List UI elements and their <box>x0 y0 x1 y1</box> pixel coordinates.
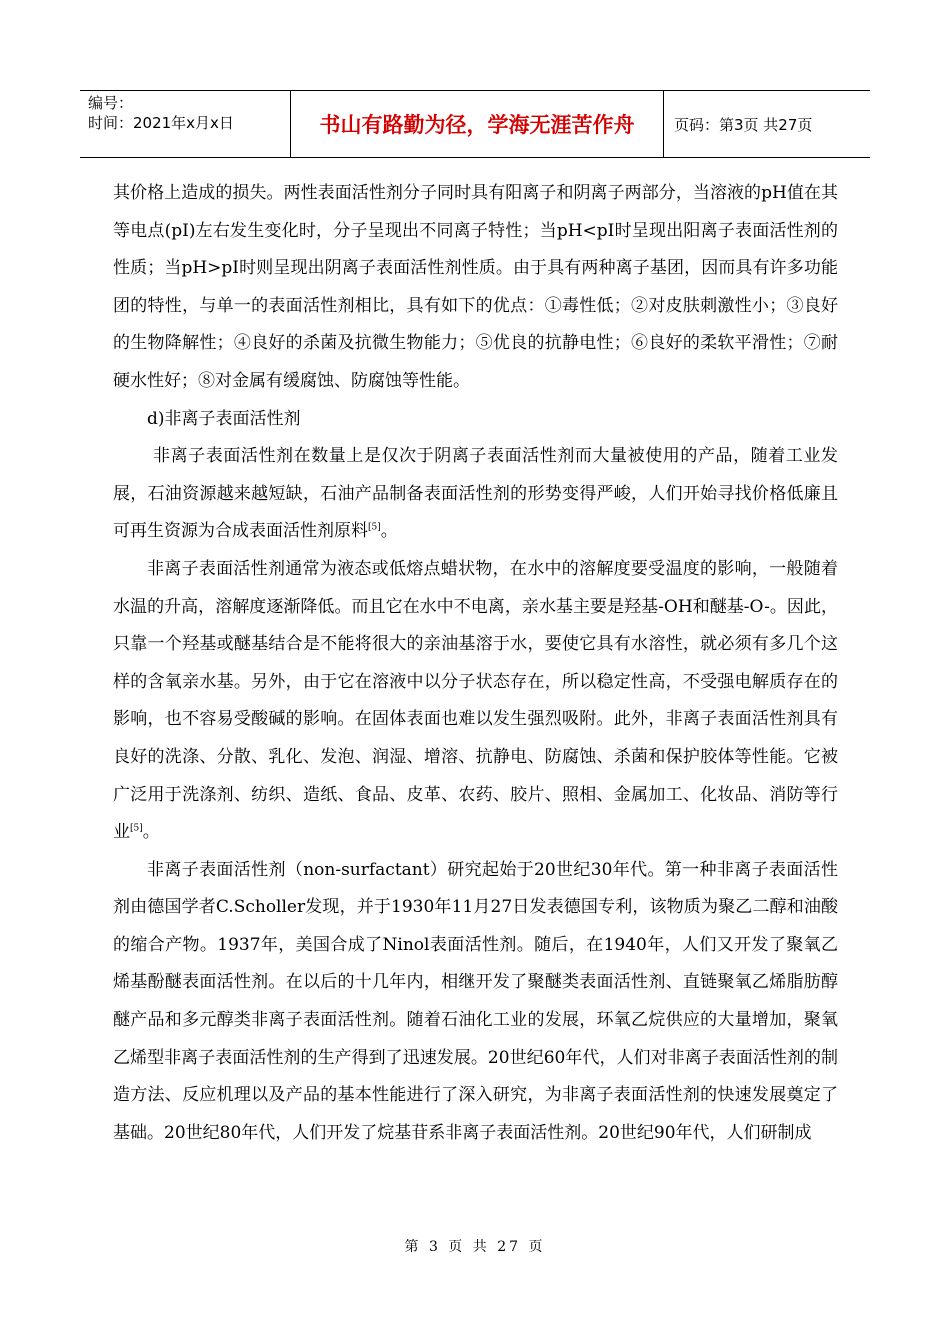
document-header <box>80 90 870 158</box>
paragraph-nonionic-properties <box>113 551 838 852</box>
document-number-label: 编号： <box>88 94 134 112</box>
paragraph-end: 。 <box>142 822 160 843</box>
paragraph-nonionic-intro <box>113 438 838 551</box>
paragraph-end: 。 <box>380 521 398 542</box>
header-motto: 书山有路勤为径，学海无涯苦作舟 <box>291 91 664 158</box>
document-date-label: 时间：2021年x月x日 <box>88 114 234 132</box>
paragraph-text: 非离子表面活性剂通常为液态或低熔点蜡状物，在水中的溶解度要受温度的影响，一般随着水温的升高，溶解度逐渐降低。而且它在水中不电离，亲水基主要是羟基-OH和醚基-O-。因此，只靠一个羟基或醚基结合是不能将很大的亲油基溶于水，要使它具有水溶性，就必须有多几个这样的含氧亲水基。另外，由于它在溶液中以分子状态存在，所以稳定性高，不受强电解质存在的影响，也不容易受酸碱的影响。在固体表面也难以发生强烈吸附。此外，非离子表面活性剂具有良好的洗涤、分散、乳化、发泡、润湿、增溶、抗静电、防腐蚀、杀菌和保护胶体等性能。它被广泛用于洗涤剂、纺织、造纸、食品、皮革、农药、胶片、照相、金属加工、化妆品、消防等行业 <box>113 558 838 843</box>
paragraph-nonionic-history: 非离子表面活性剂（non-surfactant）研究起始于20世纪30年代。第一种非离子表面活性剂由德国学者C.Scholler发现，并于1930年11月27日发表德国专利，该物质为聚乙二醇和油酸的缩合产物。1937年，美国合成了Ninol表面活性剂。随后，在1940年，人们又开发了聚氧乙烯基酚醚表面活性剂。在以后的十几年内，相继开发了聚醚类表面活性剂、直链聚氧乙烯脂肪醇醚产品和多元醇类非离子表面活性剂。随着石油化工业的发展，环氧乙烷供应的大量增加，聚氧乙烯型非离子表面活性剂的生产得到了迅速发展。20世纪60年代，人们对非离子表面活性剂的制造方法、反应机理以及产品的基本性能进行了深入研究，为非离子表面活性剂的快速发展奠定了基础。20世纪80年代，人们开发了烷基苷系非离子表面活性剂。20世纪90年代，人们研制成 <box>113 859 838 1143</box>
section-heading-nonionic: d)非离子表面活性剂 <box>147 408 301 429</box>
header-page-code: 页码：第3页 共27页 <box>664 91 871 158</box>
page-footer: 第 3 页 共 27 页 <box>404 1239 546 1255</box>
paragraph-amphoteric-advantages: 其价格上造成的损失。两性表面活性剂分子同时具有阳离子和阴离子两部分，当溶液的pH值在其等电点(pI)左右发生变化时，分子呈现出不同离子特性；当pH<pI时呈现出阳离子表面活性剂的性质；当pH>pI时则呈现出阴离子表面活性剂性质。由于具有两种离子基团，因而具有许多功能团的特性，与单一的表面活性剂相比，具有如下的优点：①毒性低；②对皮肤刺激性小；③良好的生物降解性；④良好的杀菌及抗微生物能力；⑤优良的抗静电性；⑥良好的柔软平滑性；⑦耐硬水性好；⑧对金属有缓腐蚀、防腐蚀等性能。 <box>113 183 838 391</box>
document-body <box>113 175 838 1152</box>
header-meta-cell <box>80 91 291 158</box>
citation-ref: [5] <box>368 522 381 533</box>
paragraph-text: 非离子表面活性剂在数量上是仅次于阴离子表面活性剂而大量被使用的产品，随着工业发展，石油资源越来越短缺，石油产品制备表面活性剂的形势变得严峻，人们开始寻找价格低廉且可再生资源为合成表面活性剂原料 <box>113 446 838 542</box>
citation-ref: [5] <box>130 823 143 834</box>
